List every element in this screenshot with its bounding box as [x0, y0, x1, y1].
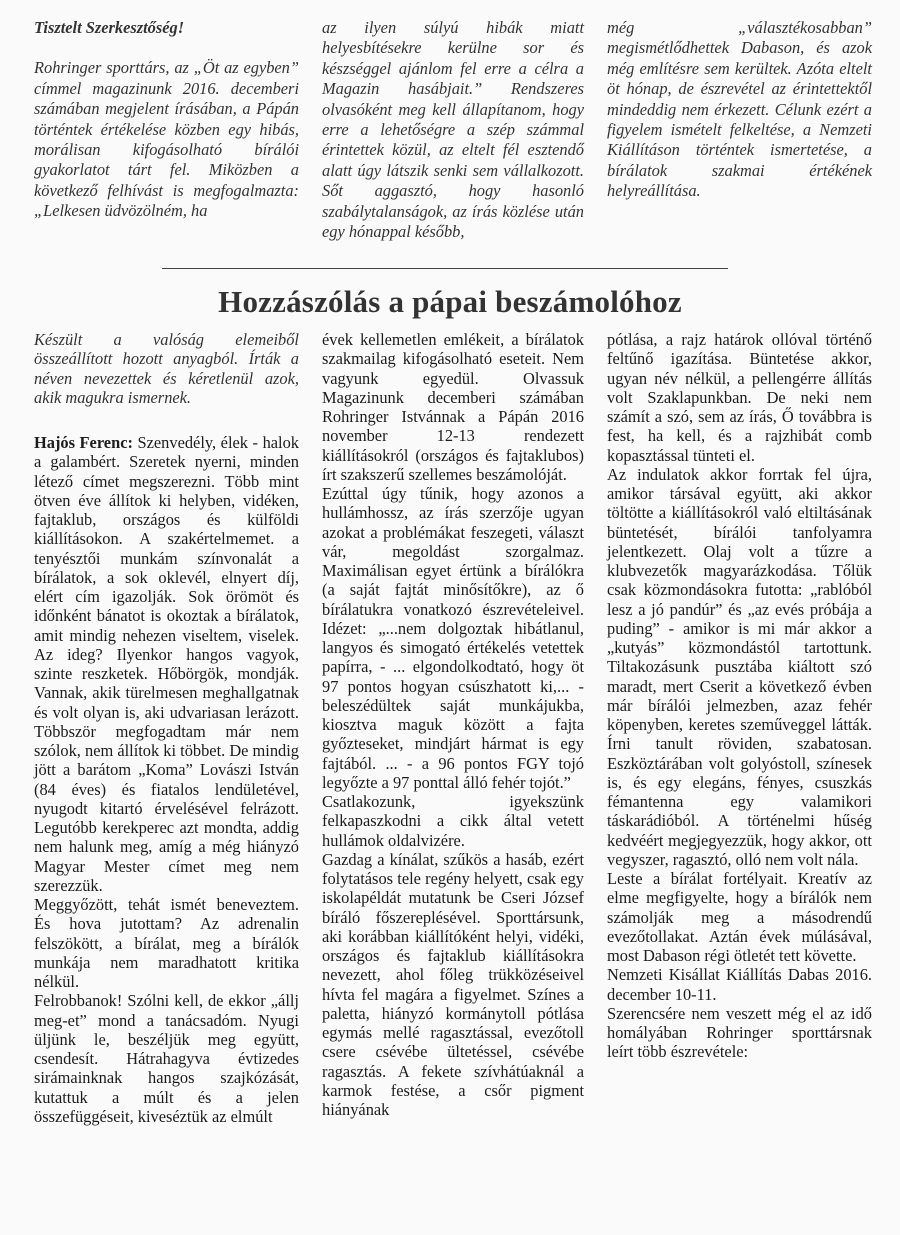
article-paragraph: évek kellemetlen emlékeit, a bírálatok szakmailag kifogásolható eseteit. Nem vagyunk egyedül. Olvassuk Magazinunk decemberi számában Rohringer Istvánnak a Pápán 2016 november 12-13 rendezett kiállításokról (országos és fajtaklubos) írt szakszerű szellemes beszámolóját.	[322, 330, 584, 484]
article-paragraph: Szerencsére nem veszett még el az idő homályában Rohringer sporttársnak leírt több észrevétele:	[607, 1003, 872, 1062]
article-paragraph: Ezúttal úgy tűnik, hogy azonos a hullámhossz, az írás szerzője ugyan azokat a problémákat feszegeti, választ vár, megoldást szorgalmaz. Maximálisan egyet értünk a bírálókra (a saját fajtát minősítőkre), az ő bírálatukra vonatkozó észrevételeivel. Idézet: „...nem dolgoztak hibátlanul, langyos és simogató értékelés vetettek papírra, - ... elgondolkodtató, hogy öt 97 pontos hogyan csúszhatott ki,... - beleszédültek saját munkájukba, kiosztva maguk között a fajta győzteseket, mindjárt hármat is egy fajtából. ... - a 96 pontos FGY tojó legyőzte a 97 ponttal álló fehér tojót.”	[322, 484, 584, 792]
letter-greeting: Tisztelt Szerkesztőség!	[34, 18, 185, 37]
article-title: Hozzászólás a pápai beszámolóhoz	[218, 284, 682, 319]
letter-paragraph: az ilyen súlyú hibák miatt helyesbítésekre kerülne sor és készséggel ajánlom fel erre a célra a Magazin hasábjait.” Rendszeres olvasóként meg kell állapítanom, hogy erre a lehetőségre a szép számmal érintettek közül, az eltelt fél esztendő alatt úgy látszik senki sem vállalkozott. Sőt aggasztó, hogy hasonló szabálytalanságok, az írás közlése után egy hónappal később,	[322, 18, 584, 242]
article-column-2	[322, 330, 584, 1119]
letter-paragraph: még „választékosabban” megismétlődhettek Dabason, és azok még említésre sem kerültek. Azóta eltelt öt hónap, de észrevétel az érintettektől mindeddig nem érkezett. Célunk ezért a figyelem ismételt felkeltése, a Nemzeti Kiállításon történtek ismertetése, a bírálatok szakmai értékének helyreállítása.	[607, 18, 872, 201]
section-divider	[162, 268, 728, 269]
article-intro: Készült a valóság elemeiből összeállított hozott anyagból. Írták a néven nevezettek és kéretlenül azok, akik magukra ismernek.	[34, 330, 299, 407]
letter-column-1	[34, 18, 299, 222]
article-column-3	[607, 330, 872, 1062]
paragraph-text: Szenvedély, élek - halok a galambért. Szeretek nyerni, minden létező címet megszerezni. Több mint ötven éve állítok ki helyben, vidéken, fajtaklub, országos és külföldi kiállításokon. A szakértelmemet. a tenyésztői munkám színvonalát a bírálatok, a sok oklevél, elnyert díj, elért cím igazolják. Sok örömöt és időnként bánatot is okoztak a bírálatok, amit mindig nehezen viseltem, viselek. Az ideg? Ilyenkor hangos vagyok, szinte reszketek. Hőbörgök, mondják. Vannak, akik türelmesen meghallgatnak és volt olyan is, aki udvariasan lerázott. Többször megfogadtam már nem szólok, nem állítok ki többet. De mindig jött a barátom „Koma” Lovászi István (84 éves) és fiatalos lendületével, nyugodt kitartó érvelésével felrázott. Legutóbb kerekperec azt mondta, addig nem halunk meg, amíg a még hiányzó Magyar Mester címet meg nem szerezzük.	[34, 433, 299, 895]
article-paragraph: Csatlakozunk, igyekszünk felkapaszkodni a cikk által vetett hullámok oldalvizére.	[322, 792, 584, 850]
article-paragraph	[34, 433, 299, 895]
article-paragraph: Az indulatok akkor forrtak fel újra, amikor társával együtt, aki akkor töltötte a kiállításokról való eltiltásának büntetését, bírálói tanfolyamra jelentkezett. Olaj volt a tűzre a klubvezetők magyarázkodása. Tőlük csak közmondásokra futotta: „rablóból lesz a jó pandúr” és „az evés próbája a puding” - amikor is mi már akkor a „kutyás” közmondástól tartottunk. Tiltakozásunk pusztába kiáltott szó maradt, mert Cserit a következő évben már bírálói jelmezben, azaz fehér köpenyben, keretes szeműveggel látták. Írni tanult röviden, szabatosan. Eszköztárában volt golyóstoll, színesek is, és egy elegáns, fényes, csuszkás fémantenna egy valamikori táskarádióból. A történelmi hűség kedvéért megjegyezzük, hogy akkor, ott vegyszer, ragasztó, olló nem volt nála.	[607, 464, 872, 869]
article-paragraph: Gazdag a kínálat, szűkös a hasáb, ezért folytatásos tele regény helyett, csak egy iskolapéldát mutatunk be Cseri József bíráló főszereplésével. Sporttársunk, aki korábban kiállítóként helyi, vidéki, országos és fajtaklub kiállításokra nevezett, ahol főleg trükközéseivel hívta fel magára a figyelmet. Színes a paletta, hiányzó kormánytoll pótlása egymás mellé ragasztással, evezőtoll csere csévébe ültetéssel, csévébe ragasztás. A fekete szívhátúaknál a karmok festése, a csőr pigment hiányának	[322, 849, 584, 1119]
author-name: Hajós Ferenc:	[34, 433, 133, 452]
letter-paragraph: Rohringer sporttárs, az „Öt az egyben” címmel magazinunk 2016. decemberi számában megjelent írásában, a Pápán történtek értékelése közben egy hibás, morálisan kifogásolható bírálói gyakorlatot tárt fel. Miközben a következő felhívást is megfogalmazta: „Lelkesen üdvözölném, ha	[34, 58, 299, 221]
article-paragraph: Felrobbanok! Szólni kell, de ekkor „állj meg-et” mond a tanácsadóm. Nyugi üljünk le, beszéljük meg együtt, csendesít. Hátrahagyva évtizedes sirámainknak hangos szajkózását, kutattuk a múlt és a jelen összefüggéseit, kiveséztük az elmúlt	[34, 991, 299, 1126]
letter-column-2	[322, 18, 584, 242]
letter-column-3	[607, 18, 872, 202]
article-column-1	[34, 330, 299, 1126]
article-paragraph: Nemzeti Kisállat Kiállítás Dabas 2016. december 10-11.	[607, 965, 872, 1004]
article-paragraph: Leste a bírálat fortélyait. Kreatív az elme megfigyelte, hogy a bírálók nem számolják meg a másodrendű evezőtollakat. Aztán évek múlásával, most Dabason régi ötletét tett követte.	[607, 869, 872, 965]
article-paragraph: pótlása, a rajz határok ollóval történő feltűnő igazítása. Büntetése akkor, ugyan név nélkül, a pellengérre állítás volt Szaklapunkban. De neki nem számít a szó, sem az írás, Ő továbbra is fest, ha kell, és a rajzhibát comb kopasztással tünteti el.	[607, 330, 872, 465]
article-paragraph: Meggyőzött, tehát ismét beneveztem. És hova jutottam? Az adrenalin felszökött, a bírálat, meg a bírálók munkája nem maradhatott kritika nélkül.	[34, 895, 299, 991]
